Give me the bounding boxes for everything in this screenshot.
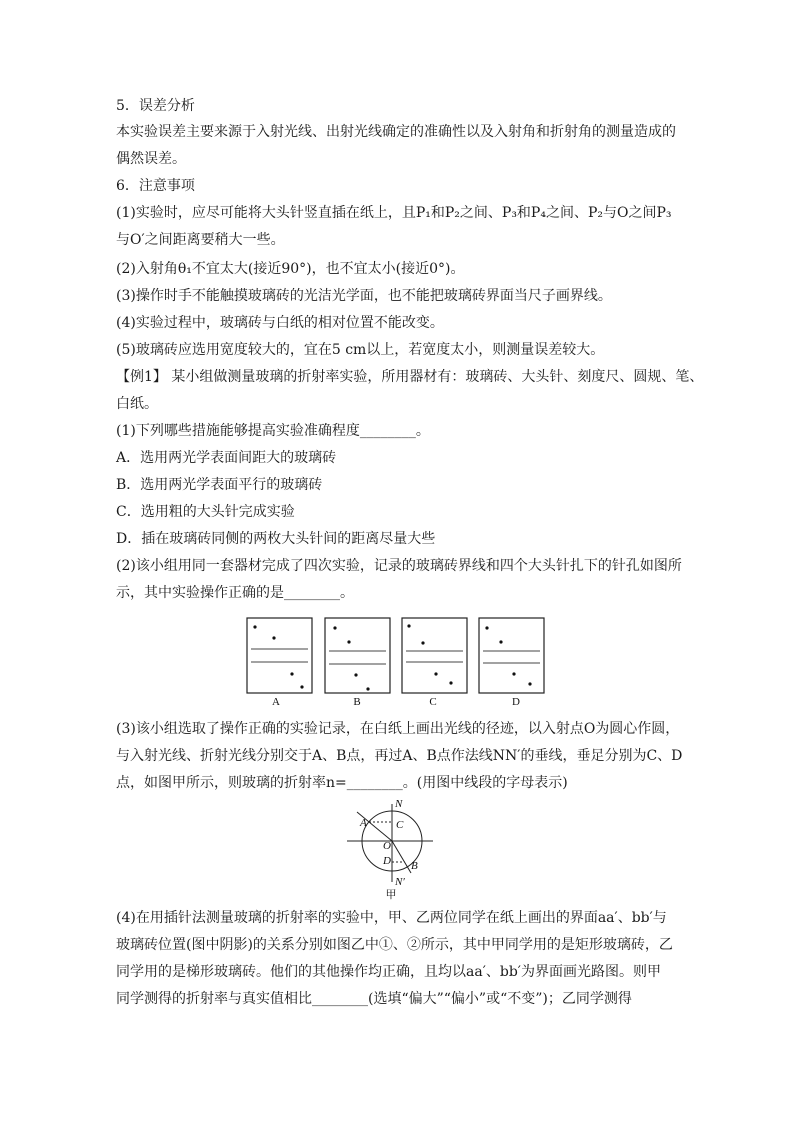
question-line: 同学测得的折射率与真实值相比________(选填“偏大”“偏小”或“不变”)；乙同学测得 [116,991,632,1007]
question-line: 玻璃砖位置(图中阴影)的关系分别如图乙中①、②所示，其中甲同学用的是矩形玻璃砖，乙 [116,937,673,953]
panel-label: A [272,696,280,708]
question-line: (4)在用插针法测量玻璃的折射率的实验中，甲、乙两位同学在纸上画出的界面aa′、bb′与 [116,910,667,926]
label-o: O [383,840,391,852]
paragraph-line: (5)玻璃砖应选用宽度较大的，宜在5 cm以上，若宽度太小，则测量误差较大。 [116,342,605,358]
section-title-notes: 6．注意事项 [116,178,195,194]
label-c: C [396,819,404,831]
panel-d [479,618,544,708]
panel-label: D [512,696,520,708]
question-line: (2)该小组用同一套器材完成了四次实验，记录的玻璃砖界线和四个大头针扎下的针孔如图所 [116,558,682,574]
paragraph-line: (3)操作时手不能触摸玻璃砖的光洁光学面，也不能把玻璃砖界面当尺子画界线。 [116,288,612,304]
paragraph-line: 与O′之间距离要稍大一些。 [116,232,285,248]
paragraph-line: 偶然误差。 [116,151,186,167]
question-line: 点，如图甲所示，则玻璃的折射率n=________。(用图中线段的字母表示) [116,775,568,791]
panel-label: C [429,696,437,708]
label-b: B [411,860,418,872]
paragraph-line: (4)实验过程中，玻璃砖与白纸的相对位置不能改变。 [116,315,444,331]
figure-caption: 甲 [385,888,397,901]
option-b: B．选用两光学表面平行的玻璃砖 [116,477,323,493]
paragraph-line: (2)入射角θ₁不宜太大(接近90°)，也不宜太小(接近0°)。 [116,261,465,277]
question-line: (3)该小组选取了操作正确的实验记录，在白纸上画出光线的径迹，以入射点O为圆心作圆， [116,721,680,737]
paragraph-line: 白纸。 [116,396,158,412]
paragraph-line: 本实验误差主要来源于入射光线、出射光线确定的准确性以及入射角和折射角的测量造成的 [116,124,676,140]
label-n: N [395,798,403,810]
label-a: A [360,817,367,829]
label-n-prime: N′ [395,876,405,888]
option-c: C．选用粗的大头针完成实验 [116,504,295,520]
pin-hole-figure [240,612,552,710]
paragraph-line: (1)实验时，应尽可能将大头针竖直插在纸上，且P₁和P₂之间、P₃和P₄之间、P₂与O之间P₃ [116,205,672,221]
panel-label: B [353,696,361,708]
panel-a [247,618,312,708]
section-title-error-analysis: 5．误差分析 [116,98,195,114]
panel-c [402,618,467,708]
question-line: 同学用的是梯形玻璃砖。他们的其他操作均正确，且均以aa′、bb′为界面画光路图。则甲 [116,964,661,980]
option-a: A．选用两光学表面间距大的玻璃砖 [116,450,337,466]
question-line: (1)下列哪些措施能够提高实验准确程度________。 [116,423,430,439]
option-d: D．插在玻璃砖同侧的两枚大头针间的距离尽量大些 [116,531,436,547]
label-d: D [383,855,391,867]
example-title: 【例1】 某小组做测量玻璃的折射率实验，所用器材有：玻璃砖、大头针、刻度尺、圆规、笔、 [116,369,704,385]
question-line: 与入射光线、折射光线分别交于A、B点，再过A、B点作法线NN′的垂线，垂足分别为C、D [116,748,683,764]
question-line: 示，其中实验操作正确的是________。 [116,585,354,601]
refraction-circle-figure [345,798,441,902]
panel-b [325,618,390,708]
